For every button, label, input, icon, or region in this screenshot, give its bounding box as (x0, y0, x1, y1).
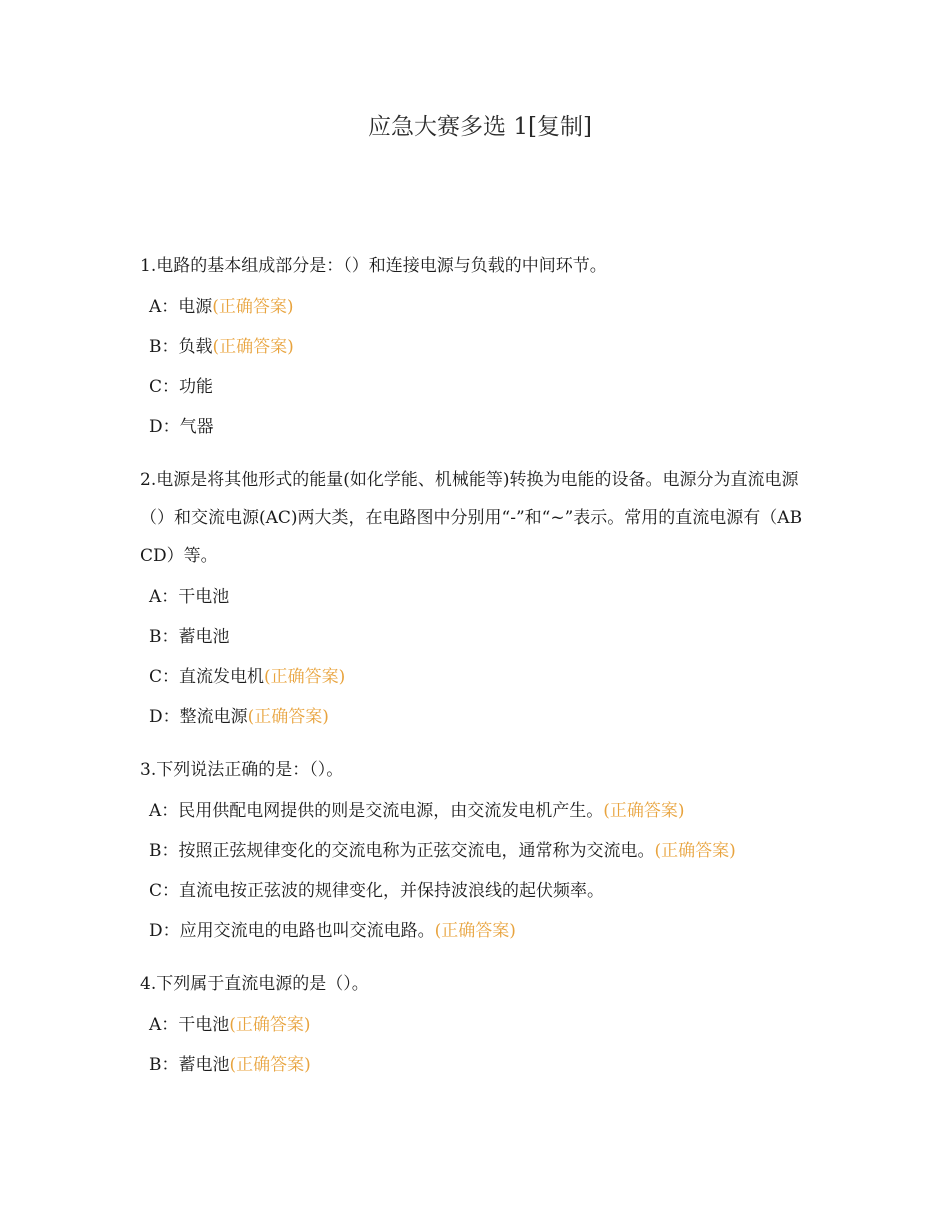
option-label: B： (149, 627, 179, 647)
option-text: 功能 (179, 377, 214, 397)
option-label: A： (149, 297, 179, 317)
question-text: 3.下列说法正确的是：（）。 (140, 760, 344, 780)
option-label: B： (149, 841, 179, 861)
option-label: C： (149, 667, 180, 687)
option-row (140, 407, 812, 447)
option-row (140, 617, 812, 657)
question-text: 2.电源是将其他形式的能量(如化学能、机械能等)转换为电能的设备。电源分为直流电源（）和交流电源(AC)两大类，在电路图中分别用“-”和“~”表示。常用的直流电源有（ABCD）等。 (140, 470, 803, 566)
question-3 (140, 751, 812, 951)
option-row (140, 831, 812, 871)
option-text: 直流发电机 (179, 667, 265, 687)
option-row (140, 1005, 812, 1045)
option-text: 直流电按正弦波的规律变化，并保持波浪线的起伏频率。 (179, 881, 605, 901)
option-row (140, 871, 812, 911)
question-4 (140, 965, 812, 1085)
option-text: 负载 (178, 337, 213, 357)
option-label: C： (149, 881, 180, 901)
question-text: 1.电路的基本组成部分是：（）和连接电源与负载的中间环节。 (140, 256, 607, 276)
question-text: 4.下列属于直流电源的是（）。 (140, 974, 369, 994)
option-label: B： (149, 1055, 179, 1075)
correct-answer-marker: (正确答案) (654, 841, 736, 861)
option-row (140, 327, 812, 367)
page-title: 应急大赛多选 1[复制] (368, 114, 592, 140)
option-label: D： (149, 417, 180, 437)
option-text: 蓄电池 (178, 627, 230, 647)
option-row (140, 791, 812, 831)
correct-answer-marker: (正确答案) (212, 297, 294, 317)
correct-answer-marker: (正确答案) (603, 801, 685, 821)
option-text: 干电池 (178, 587, 230, 607)
option-text: 民用供配电网提供的则是交流电源，由交流发电机产生。 (178, 801, 604, 821)
option-label: A： (149, 587, 179, 607)
option-text: 应用交流电的电路也叫交流电路。 (179, 921, 435, 941)
option-row (140, 367, 812, 407)
option-text: 电源 (178, 297, 213, 317)
option-row (140, 1045, 812, 1085)
question-1 (140, 247, 812, 447)
option-row (140, 287, 812, 327)
option-label: A： (149, 1015, 179, 1035)
question-2 (140, 461, 812, 737)
option-text: 整流电源 (179, 707, 248, 727)
option-label: D： (149, 921, 180, 941)
question-spacer (140, 447, 812, 461)
correct-answer-marker: (正确答案) (434, 921, 516, 941)
correct-answer-marker: (正确答案) (247, 707, 329, 727)
option-label: C： (149, 377, 180, 397)
option-label: A： (149, 801, 179, 821)
correct-answer-marker: (正确答案) (212, 337, 294, 357)
correct-answer-marker: (正确答案) (229, 1055, 311, 1075)
option-text: 干电池 (178, 1015, 230, 1035)
option-text: 气器 (179, 417, 214, 437)
option-row (140, 657, 812, 697)
question-spacer (140, 951, 812, 965)
option-label: B： (149, 337, 179, 357)
correct-answer-marker: (正确答案) (229, 1015, 311, 1035)
option-row (140, 911, 812, 951)
question-list (140, 247, 812, 1085)
option-row (140, 577, 812, 617)
option-row (140, 697, 812, 737)
option-text: 按照正弦规律变化的交流电称为正弦交流电，通常称为交流电。 (178, 841, 655, 861)
option-label: D： (149, 707, 180, 727)
option-text: 蓄电池 (178, 1055, 230, 1075)
correct-answer-marker: (正确答案) (264, 667, 346, 687)
question-spacer (140, 737, 812, 751)
